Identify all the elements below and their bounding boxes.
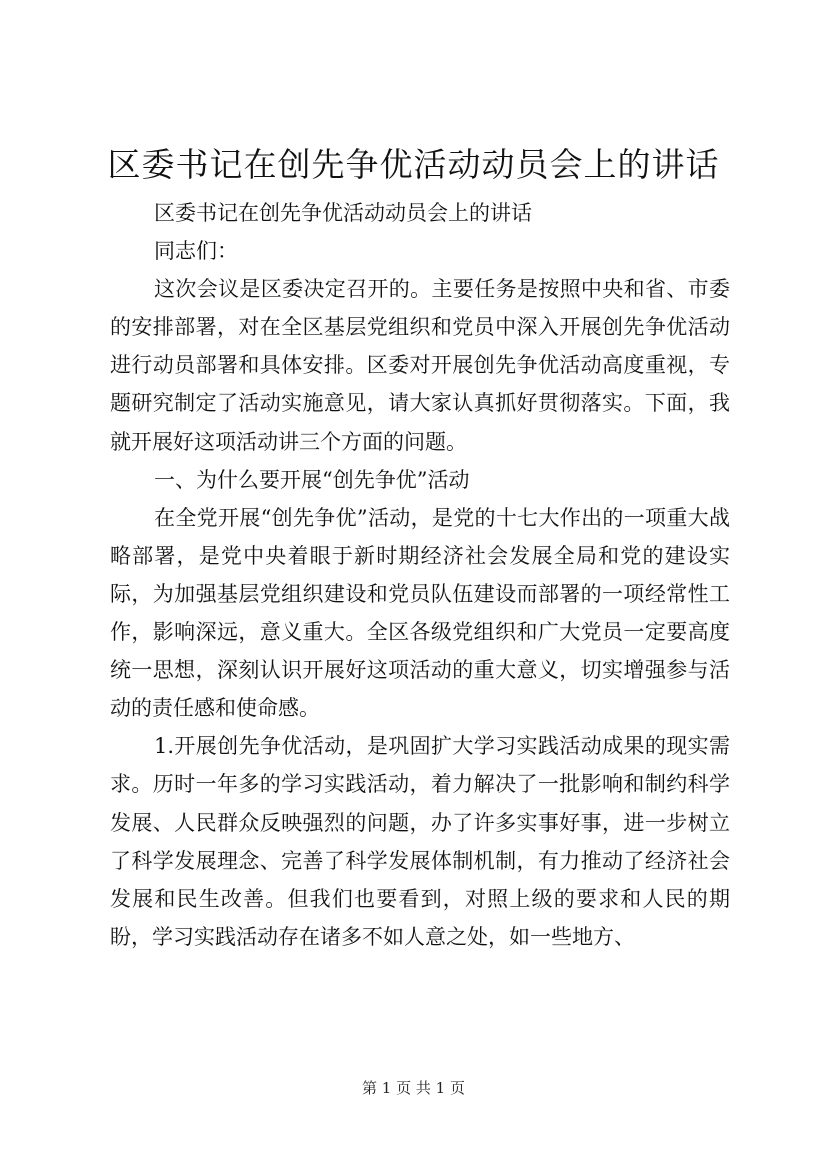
section-heading: 一、为什么要开展“创先争优”活动 bbox=[154, 467, 470, 492]
paragraph-subtitle: 区委书记在创先争优活动动员会上的讲话 bbox=[154, 201, 532, 225]
paragraph-salutation: 同志们： bbox=[154, 239, 238, 264]
page-number: 第 1 页 共 1 页 bbox=[362, 1079, 465, 1097]
paragraph-point-1: 1.开展创先争优活动，是巩固扩大学习实践活动成果的现实需求。历时一年多的学习实践活动，着力解决了一批影响和制约科学发展、人民群众反映强烈的问题，办了许多实事好事，进一步树立了科学发展理念、完善了科学发展体制机制，有力推动了经济社会发展和民生改善。但我们也要看到，对照上级的要求和人民的期盼，学习实践活动存在诸多不如人意之处，如一些地方、 bbox=[110, 734, 730, 949]
page-title: 区委书记在创先争优活动动员会上的讲话 bbox=[107, 145, 720, 184]
paragraph-intro: 这次会议是区委决定召开的。主要任务是按照中央和省、市委的安排部署，对在全区基层党组织和党员中深入开展创先争优活动进行动员部署和具体安排。区委对开展创先争优活动高度重视，专题研究制定了活动实施意见，请大家认真抓好贯彻落实。下面，我就开展好这项活动讲三个方面的问题。 bbox=[110, 277, 730, 454]
document-body bbox=[110, 194, 730, 956]
paragraph-significance: 在全党开展“创先争优”活动，是党的十七大作出的一项重大战略部署，是党中央着眼于新时期经济社会发展全局和党的建设实际，为加强基层党组织建设和党员队伍建设而部署的一项经常性工作，影响深远，意义重大。全区各级党组织和广大党员一定要高度统一思想，深刻认识开展好这项活动的重大意义，切实增强参与活动的责任感和使命感。 bbox=[110, 505, 730, 721]
